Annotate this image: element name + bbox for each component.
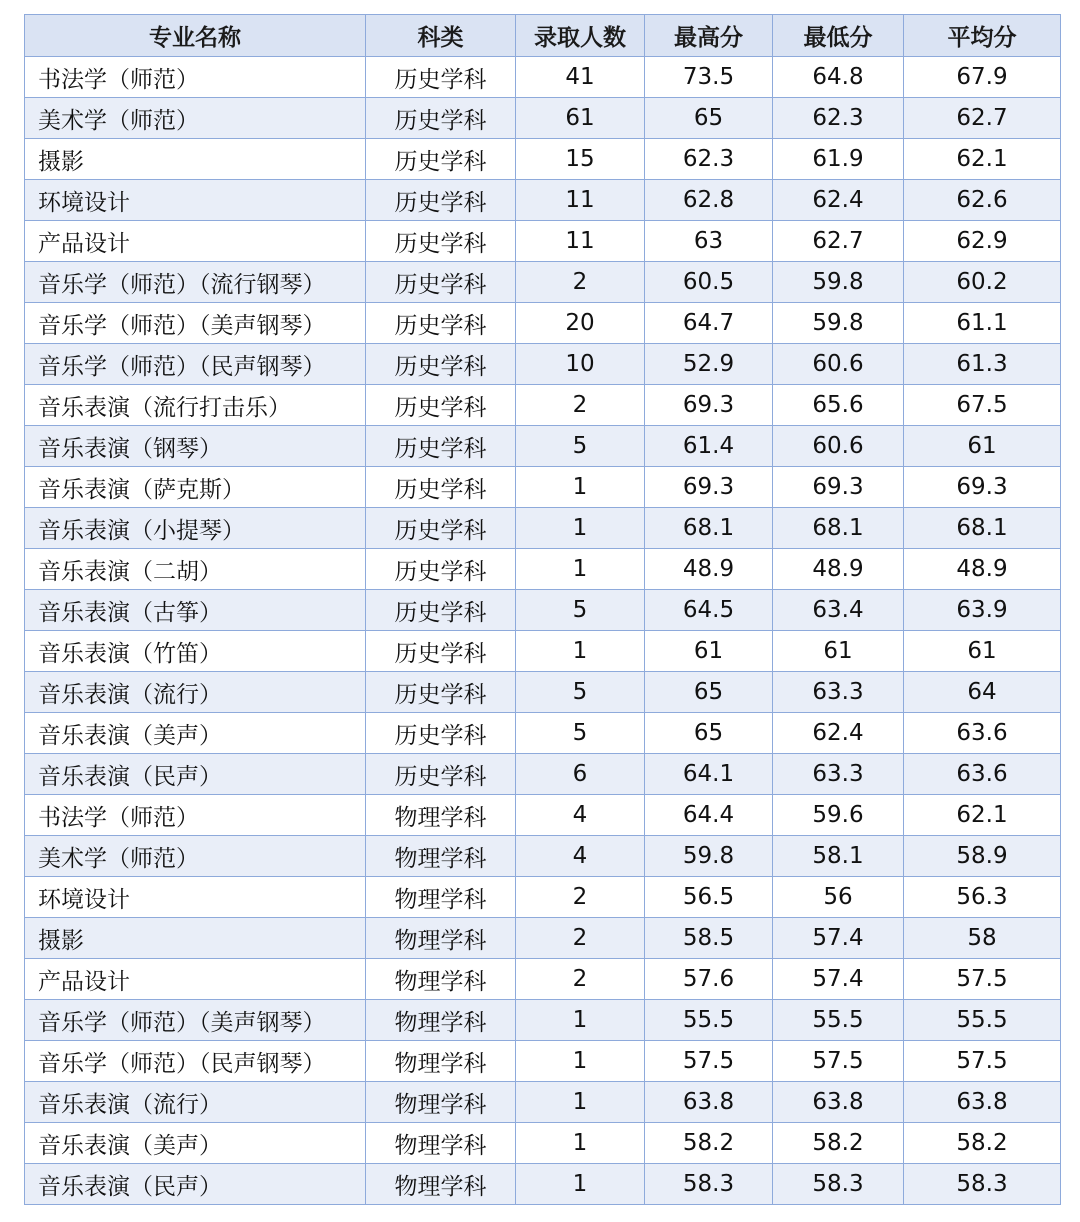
major-name-cell: 音乐表演（民声） bbox=[25, 1164, 366, 1205]
header-major-name: 专业名称 bbox=[25, 15, 366, 57]
highest-score-cell: 65 bbox=[645, 98, 773, 139]
admitted-count-cell: 2 bbox=[516, 918, 645, 959]
major-name-cell: 音乐学（师范）（民声钢琴） bbox=[25, 1041, 366, 1082]
admitted-count-cell: 5 bbox=[516, 713, 645, 754]
average-score-cell: 61 bbox=[904, 426, 1061, 467]
average-score-cell: 58.9 bbox=[904, 836, 1061, 877]
header-lowest-score: 最低分 bbox=[773, 15, 904, 57]
subject-category-cell: 物理学科 bbox=[366, 877, 516, 918]
table-header-row bbox=[25, 15, 1061, 57]
major-name-cell: 音乐表演（小提琴） bbox=[25, 508, 366, 549]
subject-category-cell: 历史学科 bbox=[366, 508, 516, 549]
highest-score-cell: 59.8 bbox=[645, 836, 773, 877]
lowest-score-cell: 57.5 bbox=[773, 1041, 904, 1082]
table-row bbox=[25, 303, 1061, 344]
table-row bbox=[25, 631, 1061, 672]
table-row bbox=[25, 385, 1061, 426]
average-score-cell: 58.3 bbox=[904, 1164, 1061, 1205]
lowest-score-cell: 65.6 bbox=[773, 385, 904, 426]
table-row bbox=[25, 180, 1061, 221]
lowest-score-cell: 63.3 bbox=[773, 672, 904, 713]
average-score-cell: 61 bbox=[904, 631, 1061, 672]
average-score-cell: 57.5 bbox=[904, 1041, 1061, 1082]
table-row bbox=[25, 1041, 1061, 1082]
lowest-score-cell: 63.4 bbox=[773, 590, 904, 631]
admitted-count-cell: 5 bbox=[516, 672, 645, 713]
average-score-cell: 62.6 bbox=[904, 180, 1061, 221]
admission-scores-table bbox=[24, 14, 1061, 1205]
major-name-cell: 环境设计 bbox=[25, 877, 366, 918]
lowest-score-cell: 48.9 bbox=[773, 549, 904, 590]
major-name-cell: 音乐学（师范）（美声钢琴） bbox=[25, 1000, 366, 1041]
table-row bbox=[25, 221, 1061, 262]
average-score-cell: 62.1 bbox=[904, 139, 1061, 180]
average-score-cell: 56.3 bbox=[904, 877, 1061, 918]
average-score-cell: 63.8 bbox=[904, 1082, 1061, 1123]
highest-score-cell: 52.9 bbox=[645, 344, 773, 385]
major-name-cell: 美术学（师范） bbox=[25, 98, 366, 139]
average-score-cell: 58.2 bbox=[904, 1123, 1061, 1164]
major-name-cell: 摄影 bbox=[25, 139, 366, 180]
highest-score-cell: 63 bbox=[645, 221, 773, 262]
table-row bbox=[25, 426, 1061, 467]
admitted-count-cell: 4 bbox=[516, 836, 645, 877]
lowest-score-cell: 60.6 bbox=[773, 344, 904, 385]
subject-category-cell: 历史学科 bbox=[366, 631, 516, 672]
lowest-score-cell: 57.4 bbox=[773, 959, 904, 1000]
subject-category-cell: 物理学科 bbox=[366, 836, 516, 877]
admitted-count-cell: 2 bbox=[516, 959, 645, 1000]
table-row bbox=[25, 262, 1061, 303]
subject-category-cell: 历史学科 bbox=[366, 385, 516, 426]
average-score-cell: 57.5 bbox=[904, 959, 1061, 1000]
admitted-count-cell: 41 bbox=[516, 57, 645, 98]
lowest-score-cell: 55.5 bbox=[773, 1000, 904, 1041]
highest-score-cell: 61 bbox=[645, 631, 773, 672]
highest-score-cell: 68.1 bbox=[645, 508, 773, 549]
subject-category-cell: 历史学科 bbox=[366, 549, 516, 590]
average-score-cell: 69.3 bbox=[904, 467, 1061, 508]
highest-score-cell: 56.5 bbox=[645, 877, 773, 918]
major-name-cell: 音乐表演（钢琴） bbox=[25, 426, 366, 467]
highest-score-cell: 62.8 bbox=[645, 180, 773, 221]
subject-category-cell: 历史学科 bbox=[366, 713, 516, 754]
major-name-cell: 音乐表演（民声） bbox=[25, 754, 366, 795]
table-row bbox=[25, 959, 1061, 1000]
subject-category-cell: 历史学科 bbox=[366, 426, 516, 467]
subject-category-cell: 物理学科 bbox=[366, 959, 516, 1000]
highest-score-cell: 58.5 bbox=[645, 918, 773, 959]
lowest-score-cell: 62.3 bbox=[773, 98, 904, 139]
admitted-count-cell: 4 bbox=[516, 795, 645, 836]
major-name-cell: 音乐学（师范）（流行钢琴） bbox=[25, 262, 366, 303]
average-score-cell: 62.1 bbox=[904, 795, 1061, 836]
average-score-cell: 60.2 bbox=[904, 262, 1061, 303]
major-name-cell: 音乐表演（二胡） bbox=[25, 549, 366, 590]
major-name-cell: 音乐表演（流行） bbox=[25, 672, 366, 713]
header-subject-category: 科类 bbox=[366, 15, 516, 57]
subject-category-cell: 物理学科 bbox=[366, 1041, 516, 1082]
lowest-score-cell: 59.6 bbox=[773, 795, 904, 836]
subject-category-cell: 物理学科 bbox=[366, 1082, 516, 1123]
highest-score-cell: 58.2 bbox=[645, 1123, 773, 1164]
table-row bbox=[25, 836, 1061, 877]
admitted-count-cell: 1 bbox=[516, 508, 645, 549]
admitted-count-cell: 1 bbox=[516, 467, 645, 508]
admitted-count-cell: 61 bbox=[516, 98, 645, 139]
average-score-cell: 62.7 bbox=[904, 98, 1061, 139]
average-score-cell: 62.9 bbox=[904, 221, 1061, 262]
average-score-cell: 63.6 bbox=[904, 754, 1061, 795]
admitted-count-cell: 10 bbox=[516, 344, 645, 385]
average-score-cell: 67.5 bbox=[904, 385, 1061, 426]
table-row bbox=[25, 467, 1061, 508]
header-highest-score: 最高分 bbox=[645, 15, 773, 57]
major-name-cell: 音乐表演（萨克斯） bbox=[25, 467, 366, 508]
admitted-count-cell: 1 bbox=[516, 1041, 645, 1082]
average-score-cell: 68.1 bbox=[904, 508, 1061, 549]
lowest-score-cell: 56 bbox=[773, 877, 904, 918]
highest-score-cell: 58.3 bbox=[645, 1164, 773, 1205]
highest-score-cell: 65 bbox=[645, 713, 773, 754]
major-name-cell: 音乐学（师范）（美声钢琴） bbox=[25, 303, 366, 344]
table-row bbox=[25, 918, 1061, 959]
highest-score-cell: 57.6 bbox=[645, 959, 773, 1000]
highest-score-cell: 64.5 bbox=[645, 590, 773, 631]
table-row bbox=[25, 549, 1061, 590]
average-score-cell: 48.9 bbox=[904, 549, 1061, 590]
lowest-score-cell: 62.7 bbox=[773, 221, 904, 262]
subject-category-cell: 历史学科 bbox=[366, 98, 516, 139]
subject-category-cell: 历史学科 bbox=[366, 139, 516, 180]
highest-score-cell: 63.8 bbox=[645, 1082, 773, 1123]
highest-score-cell: 64.4 bbox=[645, 795, 773, 836]
table-row bbox=[25, 508, 1061, 549]
average-score-cell: 64 bbox=[904, 672, 1061, 713]
major-name-cell: 书法学（师范） bbox=[25, 57, 366, 98]
admitted-count-cell: 11 bbox=[516, 180, 645, 221]
major-name-cell: 音乐表演（竹笛） bbox=[25, 631, 366, 672]
admission-table-container bbox=[24, 14, 1060, 1205]
admitted-count-cell: 1 bbox=[516, 1082, 645, 1123]
header-admitted-count: 录取人数 bbox=[516, 15, 645, 57]
subject-category-cell: 物理学科 bbox=[366, 1000, 516, 1041]
admitted-count-cell: 2 bbox=[516, 385, 645, 426]
lowest-score-cell: 63.8 bbox=[773, 1082, 904, 1123]
admitted-count-cell: 15 bbox=[516, 139, 645, 180]
average-score-cell: 61.1 bbox=[904, 303, 1061, 344]
admitted-count-cell: 11 bbox=[516, 221, 645, 262]
average-score-cell: 67.9 bbox=[904, 57, 1061, 98]
table-row bbox=[25, 1123, 1061, 1164]
table-row bbox=[25, 672, 1061, 713]
table-row bbox=[25, 98, 1061, 139]
lowest-score-cell: 59.8 bbox=[773, 262, 904, 303]
table-row bbox=[25, 57, 1061, 98]
lowest-score-cell: 60.6 bbox=[773, 426, 904, 467]
major-name-cell: 产品设计 bbox=[25, 221, 366, 262]
major-name-cell: 书法学（师范） bbox=[25, 795, 366, 836]
highest-score-cell: 57.5 bbox=[645, 1041, 773, 1082]
major-name-cell: 产品设计 bbox=[25, 959, 366, 1000]
admitted-count-cell: 1 bbox=[516, 1000, 645, 1041]
lowest-score-cell: 59.8 bbox=[773, 303, 904, 344]
admitted-count-cell: 1 bbox=[516, 549, 645, 590]
average-score-cell: 63.9 bbox=[904, 590, 1061, 631]
lowest-score-cell: 64.8 bbox=[773, 57, 904, 98]
highest-score-cell: 65 bbox=[645, 672, 773, 713]
major-name-cell: 美术学（师范） bbox=[25, 836, 366, 877]
highest-score-cell: 60.5 bbox=[645, 262, 773, 303]
admitted-count-cell: 2 bbox=[516, 877, 645, 918]
table-row bbox=[25, 713, 1061, 754]
table-row bbox=[25, 877, 1061, 918]
subject-category-cell: 物理学科 bbox=[366, 1164, 516, 1205]
average-score-cell: 58 bbox=[904, 918, 1061, 959]
table-row bbox=[25, 344, 1061, 385]
highest-score-cell: 73.5 bbox=[645, 57, 773, 98]
highest-score-cell: 55.5 bbox=[645, 1000, 773, 1041]
average-score-cell: 55.5 bbox=[904, 1000, 1061, 1041]
highest-score-cell: 62.3 bbox=[645, 139, 773, 180]
admitted-count-cell: 5 bbox=[516, 590, 645, 631]
table-row bbox=[25, 1000, 1061, 1041]
subject-category-cell: 历史学科 bbox=[366, 303, 516, 344]
lowest-score-cell: 62.4 bbox=[773, 713, 904, 754]
subject-category-cell: 历史学科 bbox=[366, 221, 516, 262]
subject-category-cell: 历史学科 bbox=[366, 180, 516, 221]
subject-category-cell: 历史学科 bbox=[366, 262, 516, 303]
highest-score-cell: 48.9 bbox=[645, 549, 773, 590]
subject-category-cell: 历史学科 bbox=[366, 467, 516, 508]
lowest-score-cell: 58.1 bbox=[773, 836, 904, 877]
subject-category-cell: 物理学科 bbox=[366, 918, 516, 959]
major-name-cell: 音乐表演（美声） bbox=[25, 713, 366, 754]
subject-category-cell: 历史学科 bbox=[366, 672, 516, 713]
lowest-score-cell: 58.2 bbox=[773, 1123, 904, 1164]
lowest-score-cell: 69.3 bbox=[773, 467, 904, 508]
subject-category-cell: 历史学科 bbox=[366, 344, 516, 385]
average-score-cell: 63.6 bbox=[904, 713, 1061, 754]
table-row bbox=[25, 1164, 1061, 1205]
highest-score-cell: 64.1 bbox=[645, 754, 773, 795]
major-name-cell: 音乐表演（古筝） bbox=[25, 590, 366, 631]
admitted-count-cell: 6 bbox=[516, 754, 645, 795]
subject-category-cell: 历史学科 bbox=[366, 754, 516, 795]
lowest-score-cell: 61.9 bbox=[773, 139, 904, 180]
highest-score-cell: 61.4 bbox=[645, 426, 773, 467]
admitted-count-cell: 1 bbox=[516, 1123, 645, 1164]
table-row bbox=[25, 754, 1061, 795]
lowest-score-cell: 63.3 bbox=[773, 754, 904, 795]
admitted-count-cell: 1 bbox=[516, 1164, 645, 1205]
subject-category-cell: 物理学科 bbox=[366, 795, 516, 836]
major-name-cell: 音乐表演（流行） bbox=[25, 1082, 366, 1123]
subject-category-cell: 物理学科 bbox=[366, 1123, 516, 1164]
average-score-cell: 61.3 bbox=[904, 344, 1061, 385]
lowest-score-cell: 68.1 bbox=[773, 508, 904, 549]
major-name-cell: 音乐学（师范）（民声钢琴） bbox=[25, 344, 366, 385]
table-row bbox=[25, 590, 1061, 631]
highest-score-cell: 69.3 bbox=[645, 385, 773, 426]
highest-score-cell: 64.7 bbox=[645, 303, 773, 344]
lowest-score-cell: 57.4 bbox=[773, 918, 904, 959]
lowest-score-cell: 62.4 bbox=[773, 180, 904, 221]
lowest-score-cell: 58.3 bbox=[773, 1164, 904, 1205]
admitted-count-cell: 5 bbox=[516, 426, 645, 467]
admitted-count-cell: 20 bbox=[516, 303, 645, 344]
lowest-score-cell: 61 bbox=[773, 631, 904, 672]
admitted-count-cell: 2 bbox=[516, 262, 645, 303]
major-name-cell: 音乐表演（流行打击乐） bbox=[25, 385, 366, 426]
admitted-count-cell: 1 bbox=[516, 631, 645, 672]
subject-category-cell: 历史学科 bbox=[366, 590, 516, 631]
subject-category-cell: 历史学科 bbox=[366, 57, 516, 98]
table-row bbox=[25, 139, 1061, 180]
major-name-cell: 音乐表演（美声） bbox=[25, 1123, 366, 1164]
highest-score-cell: 69.3 bbox=[645, 467, 773, 508]
major-name-cell: 环境设计 bbox=[25, 180, 366, 221]
major-name-cell: 摄影 bbox=[25, 918, 366, 959]
table-body bbox=[25, 57, 1061, 1205]
header-average-score: 平均分 bbox=[904, 15, 1061, 57]
table-row bbox=[25, 1082, 1061, 1123]
table-row bbox=[25, 795, 1061, 836]
